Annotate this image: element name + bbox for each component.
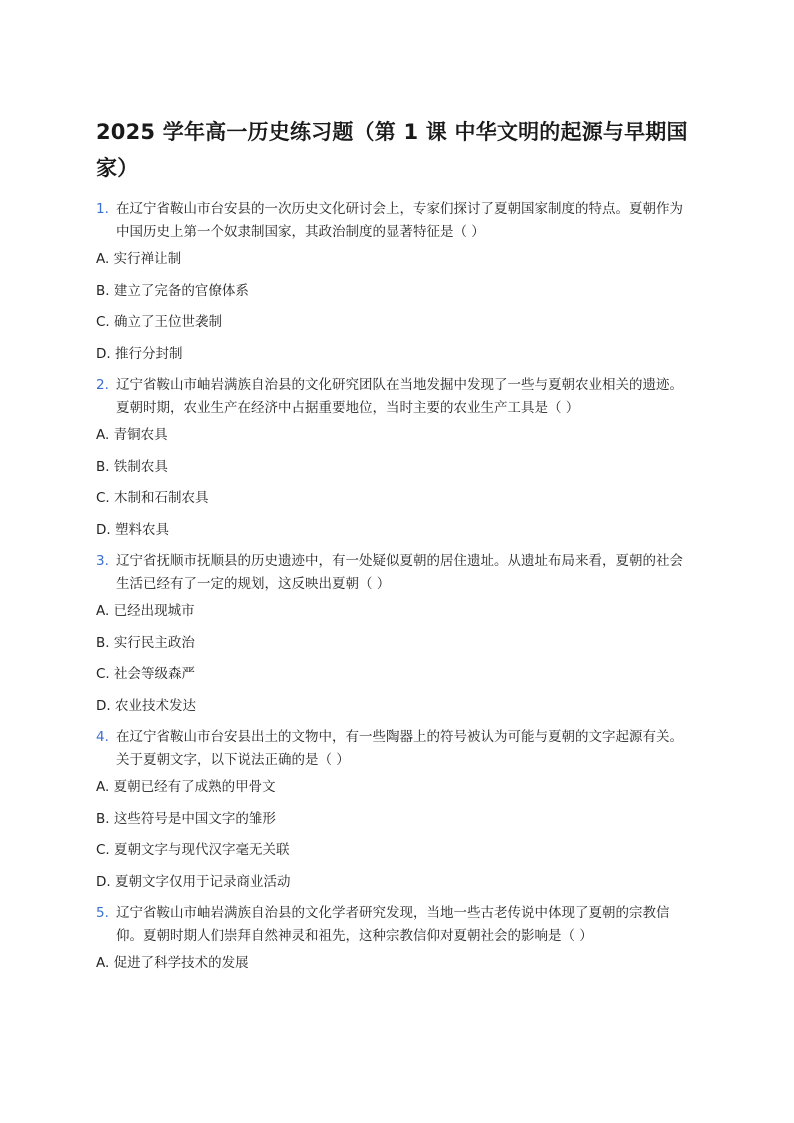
- option-a: A. 促进了科学技术的发展: [96, 955, 249, 971]
- question-block: [96, 374, 696, 542]
- option-b: B. 这些符号是中国文字的雏形: [96, 810, 276, 827]
- option-d: D. 农业技术发达: [96, 697, 196, 714]
- question-number: 3.: [96, 553, 109, 569]
- question-stem: [96, 550, 696, 596]
- option-b: B. 铁制农具: [96, 458, 168, 475]
- question-text: 在辽宁省鞍山市台安县出土的文物中，有一些陶器上的符号被认为可能与夏朝的文字起源有关。关于夏朝文字，以下说法正确的是（ ）: [116, 729, 683, 768]
- question-text: 辽宁省抚顺市抚顺县的历史遗迹中，有一处疑似夏朝的居住遗址。从遗址布局来看，夏朝的社会生活已经有了一定的规划，这反映出夏朝（ ）: [116, 553, 683, 592]
- question-number: 1.: [96, 201, 109, 217]
- option-d: D. 夏朝文字仅用于记录商业活动: [96, 873, 291, 890]
- option-b: B. 实行民主政治: [96, 634, 195, 651]
- question-text: 辽宁省鞍山市岫岩满族自治县的文化研究团队在当地发掘中发现了一些与夏朝农业相关的遗迹。夏朝时期，农业生产在经济中占据重要地位，当时主要的农业生产工具是（ ）: [116, 377, 683, 416]
- option-c: C. 木制和石制农具: [96, 490, 209, 506]
- option-a: A. 青铜农具: [96, 427, 168, 443]
- document-page: [96, 114, 696, 984]
- question-text: 在辽宁省鞍山市台安县的一次历史文化研讨会上，专家们探讨了夏朝国家制度的特点。夏朝作为中国历史上第一个奴隶制国家，其政治制度的显著特征是（ ）: [116, 201, 683, 240]
- option-d: D. 推行分封制: [96, 345, 183, 362]
- question-number: 2.: [96, 377, 109, 393]
- question-stem: [96, 198, 696, 244]
- question-block: [96, 550, 696, 718]
- option-a: A. 夏朝已经有了成熟的甲骨文: [96, 779, 276, 795]
- document-title: 2025 学年高一历史练习题（第 1 课 中华文明的起源与早期国家）: [96, 120, 688, 180]
- option-c: C. 社会等级森严: [96, 666, 196, 682]
- option-a: A. 已经出现城市: [96, 603, 195, 619]
- option-d: D. 塑料农具: [96, 521, 169, 538]
- question-block: [96, 726, 696, 894]
- question-stem: [96, 902, 696, 948]
- option-c: C. 夏朝文字与现代汉字毫无关联: [96, 842, 290, 858]
- question-text: 辽宁省鞍山市岫岩满族自治县的文化学者研究发现，当地一些古老传说中体现了夏朝的宗教信仰。夏朝时期人们崇拜自然神灵和祖先，这种宗教信仰对夏朝社会的影响是（ ）: [116, 905, 670, 944]
- question-block: [96, 198, 696, 366]
- option-a: A. 实行禅让制: [96, 251, 182, 267]
- question-block: [96, 902, 696, 975]
- option-c: C. 确立了王位世袭制: [96, 314, 223, 330]
- option-b: B. 建立了完备的官僚体系: [96, 282, 249, 299]
- question-stem: [96, 726, 696, 772]
- question-number: 5.: [96, 905, 109, 921]
- question-number: 4.: [96, 729, 109, 745]
- question-stem: [96, 374, 696, 420]
